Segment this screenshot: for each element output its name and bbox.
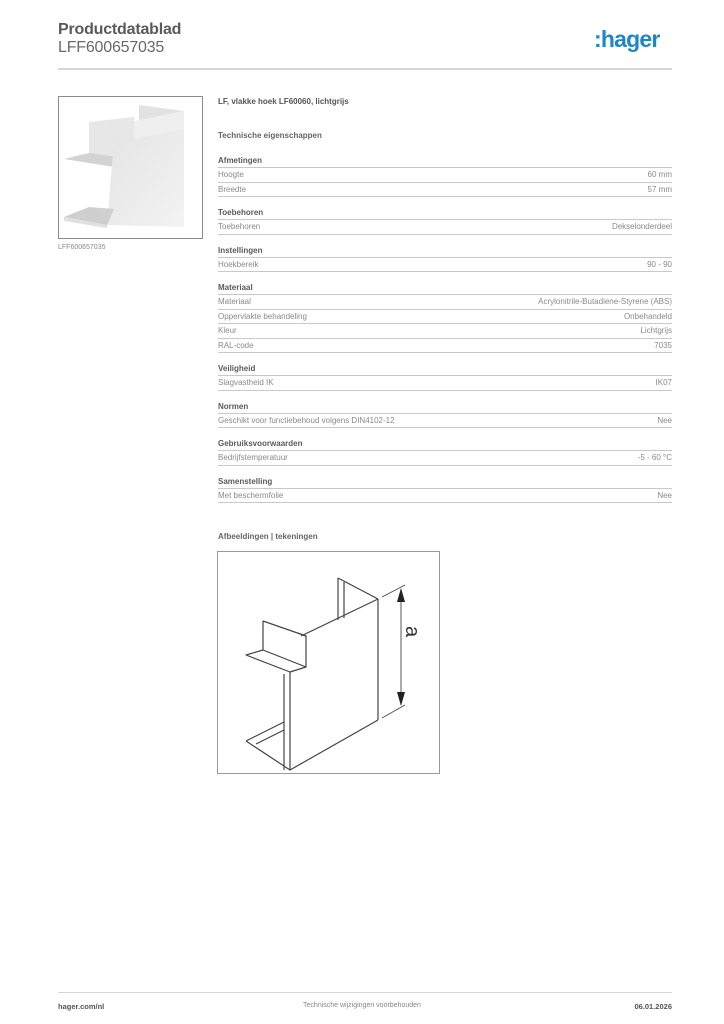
spec-label: Bedrijfstemperatuur bbox=[218, 453, 288, 462]
spec-group-settings bbox=[218, 245, 672, 273]
spec-value: 60 mm bbox=[647, 170, 672, 179]
spec-value: 90 - 90 bbox=[647, 259, 672, 269]
product-name: LF, vlakke hoek LF60060, lichtgrijs bbox=[218, 97, 349, 106]
spec-group-dimensions bbox=[218, 155, 672, 197]
spec-value: 7035 bbox=[654, 340, 672, 350]
spec-value: Lichtgrijs bbox=[640, 326, 672, 335]
group-heading: Instellingen bbox=[218, 245, 672, 258]
header-divider bbox=[58, 68, 672, 70]
spec-value: Nee bbox=[657, 490, 672, 500]
hager-logo: :hager bbox=[594, 26, 660, 52]
product-image-caption: LFF600657035 bbox=[58, 244, 106, 251]
spec-row bbox=[218, 310, 672, 325]
spec-group-accessories bbox=[218, 207, 672, 235]
spec-table bbox=[218, 155, 672, 513]
spec-label: Toebehoren bbox=[218, 222, 261, 231]
spec-group-safety bbox=[218, 363, 672, 391]
group-heading: Afmetingen bbox=[218, 155, 672, 168]
spec-label: Slagvastheid IK bbox=[218, 378, 274, 387]
spec-row bbox=[218, 324, 672, 339]
spec-label: Met beschermfolie bbox=[218, 490, 284, 500]
spec-value: Onbehandeld bbox=[623, 311, 672, 321]
footer-date: 06.01.2026 bbox=[634, 1002, 672, 1011]
group-heading: Veiligheid bbox=[218, 363, 672, 376]
group-heading: Samenstelling bbox=[218, 476, 672, 489]
spec-value: 57 mm bbox=[647, 184, 672, 194]
spec-label: Breedte bbox=[218, 184, 247, 194]
group-heading: Toebehoren bbox=[218, 207, 672, 220]
spec-group-conditions bbox=[218, 438, 672, 466]
product-photo bbox=[58, 96, 203, 239]
group-heading: Gebruiksvoorwaarden bbox=[218, 438, 672, 451]
spec-row bbox=[218, 183, 672, 198]
spec-label: RAL-code bbox=[218, 340, 254, 350]
spec-row bbox=[218, 339, 672, 354]
article-number: LFF600657035 bbox=[58, 39, 165, 56]
spec-label: Materiaal bbox=[218, 297, 251, 306]
spec-label: Hoogte bbox=[218, 170, 244, 179]
technical-properties-title: Technische eigenschappen bbox=[218, 131, 322, 140]
spec-group-standards bbox=[218, 401, 672, 429]
spec-label: Geschikt voor functiebehoud volgens DIN4102-12 bbox=[218, 415, 395, 425]
group-heading: Normen bbox=[218, 401, 672, 414]
spec-row bbox=[218, 489, 672, 504]
footer-website-link[interactable]: hager.com/nl bbox=[58, 1002, 105, 1011]
spec-row bbox=[218, 168, 672, 183]
footer-disclaimer: Technische wijzigingen voorbehouden bbox=[303, 1002, 421, 1009]
spec-value: -5 - 60 °C bbox=[637, 453, 672, 462]
spec-label: Kleur bbox=[218, 326, 237, 335]
spec-row bbox=[218, 220, 672, 235]
spec-group-composition bbox=[218, 476, 672, 504]
technical-drawing bbox=[217, 551, 440, 774]
spec-group-material bbox=[218, 282, 672, 353]
spec-value: IK07 bbox=[655, 378, 672, 387]
drawings-title: Afbeeldingen | tekeningen bbox=[218, 532, 318, 541]
spec-value: Acrylonitrile-Butadiene-Styrene (ABS) bbox=[538, 297, 672, 306]
spec-value: Dekselonderdeel bbox=[611, 222, 672, 231]
spec-value: Nee bbox=[657, 415, 672, 425]
page-title: Productdatablad bbox=[58, 21, 182, 38]
footer-divider bbox=[58, 992, 672, 993]
group-heading: Materiaal bbox=[218, 282, 672, 295]
spec-row bbox=[218, 414, 672, 429]
spec-row bbox=[218, 376, 672, 391]
dimension-label-a: a bbox=[401, 625, 424, 638]
spec-row bbox=[218, 258, 672, 273]
spec-label: Oppervlakte behandeling bbox=[218, 311, 307, 321]
spec-label: Hoekbereik bbox=[218, 259, 259, 269]
spec-row bbox=[218, 295, 672, 310]
spec-row bbox=[218, 451, 672, 466]
